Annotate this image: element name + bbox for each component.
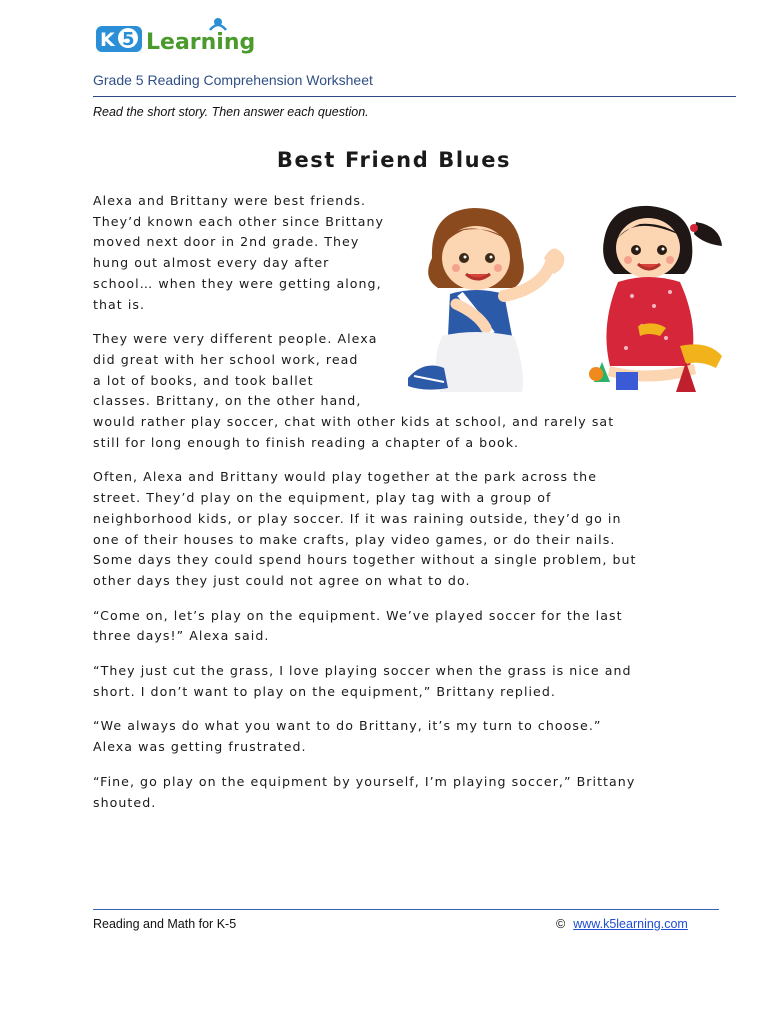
copyright-symbol: © — [556, 917, 566, 931]
header-divider — [93, 96, 736, 97]
story-paragraph-1: Alexa and Brittany were best friends. They’d known each other since Brittany moved next door in 2nd grade. They hung out almost every day after school… when they were getting along, that is. — [93, 193, 385, 312]
footer-divider — [93, 909, 719, 910]
story-paragraph-4: “Come on, let’s play on the equipment. We’ve played soccer for the last three days!” Alexa said. — [93, 607, 623, 644]
story-title: Best Friend Blues — [276, 148, 512, 172]
instructions: Read the short story. Then answer each question. — [93, 105, 369, 119]
worksheet-subtitle: Grade 5 Reading Comprehension Worksheet — [93, 72, 373, 88]
story-paragraph-6: “We always do what you want to do Brittany, it’s my turn to choose.” Alexa was getting frustrated. — [93, 718, 602, 755]
website-link[interactable]: www.k5learning.com — [573, 917, 688, 931]
footer-tagline: Reading and Math for K-5 — [93, 917, 237, 931]
footer-copyright — [556, 917, 688, 931]
story-text — [93, 191, 703, 827]
svg-text:K: K — [100, 29, 115, 51]
k5-learning-logo — [94, 16, 264, 58]
story-paragraph-2: They were very different people. Alexa did great with her school work, read a lot of books, and took ballet classes. Brittany, on the other hand, would rather play soccer, chat with other kids at school, and rarely sat still for long enough to finish reading a chapter of a book. — [93, 331, 615, 450]
svg-text:5: 5 — [122, 29, 135, 50]
story-paragraph-5: “They just cut the grass, I love playing soccer when the grass is nice and short. I don’t want to play on the equipment,” Brittany replied. — [93, 663, 632, 699]
story-paragraph-3: Often, Alexa and Brittany would play together at the park across the street. They’d play on the equipment, play tag with a group of neighborhood kids, or play soccer. If it was raining outside, they’d go in one of their houses to make crafts, play video games, or do their nails. Some days they could spend hours together without a single problem, but other days they just could not agree on what to do. — [93, 469, 637, 588]
svg-text:Learning: Learning — [146, 30, 256, 55]
story-paragraph-7: “Fine, go play on the equipment by yourself, I’m playing soccer,” Brittany shouted. — [93, 773, 636, 810]
